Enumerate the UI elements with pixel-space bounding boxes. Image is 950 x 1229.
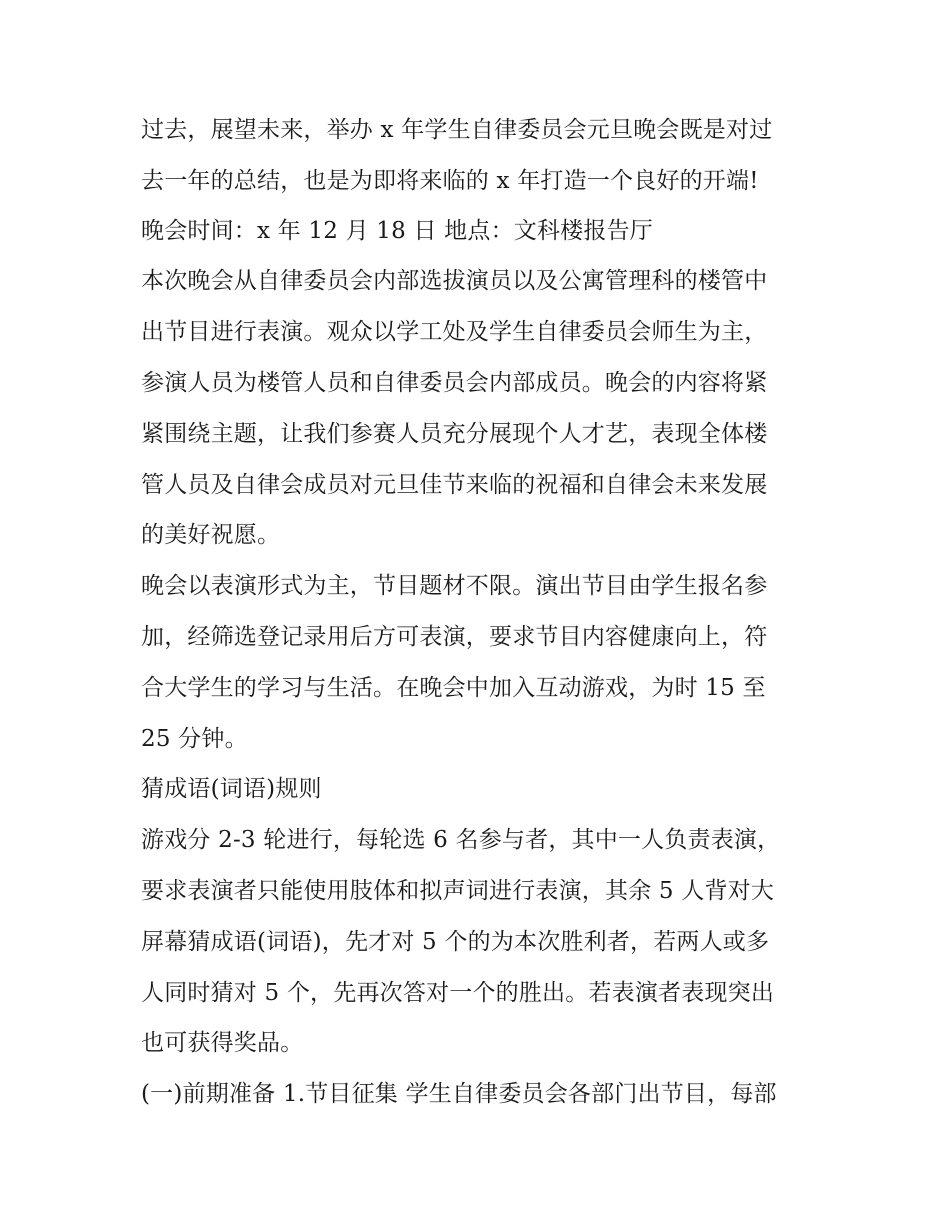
paragraph-line: 25 分钟。 bbox=[141, 726, 248, 752]
paragraph-line: 人同时猜对 5 个，先再次答对一个的胜出。若表演者表现突出 bbox=[141, 980, 775, 1006]
paragraph-line: 合大学生的学习与生活。在晚会中加入互动游戏，为时 15 至 bbox=[141, 675, 766, 701]
paragraph-line: 的美好祝愿。 bbox=[141, 522, 281, 548]
paragraph-line: 游戏分 2-3 轮进行，每轮选 6 名参与者，其中一人负责表演， bbox=[141, 827, 781, 853]
paragraph-line: 管人员及自律会成员对元旦佳节来临的祝福和自律会未来发展 bbox=[141, 472, 768, 498]
paragraph-line: 参演人员为楼管人员和自律委员会内部成员。晚会的内容将紧 bbox=[141, 370, 768, 396]
paragraph-line: (一)前期准备 1.节目征集 学生自律委员会各部门出节目，每部 bbox=[141, 1081, 777, 1107]
section-heading: 猜成语(词语)规则 bbox=[141, 776, 322, 802]
paragraph-line: 去一年的总结，也是为即将来临的 x 年打造一个良好的开端! bbox=[141, 168, 759, 194]
paragraph-line: 也可获得奖品。 bbox=[141, 1030, 304, 1056]
paragraph-line: 紧围绕主题，让我们参赛人员充分展现个人才艺，表现全体楼 bbox=[141, 421, 768, 447]
paragraph-line: 屏幕猜成语(词语)，先才对 5 个的为本次胜利者，若两人或多 bbox=[141, 929, 770, 955]
paragraph-line: 加，经筛选登记录用后方可表演，要求节目内容健康向上，符 bbox=[141, 624, 768, 650]
paragraph-line: 要求表演者只能使用肢体和拟声词进行表演，其余 5 人背对大 bbox=[141, 878, 775, 904]
info-line: 晚会时间：x 年 12 月 18 日 地点：文科楼报告厅 bbox=[141, 218, 653, 244]
paragraph-line: 晚会以表演形式为主，节目题材不限。演出节目由学生报名参 bbox=[141, 573, 768, 599]
paragraph-line: 出节目进行表演。观众以学工处及学生自律委员会师生为主， bbox=[141, 319, 768, 345]
paragraph-line: 本次晚会从自律委员会内部选拔演员以及公寓管理科的楼管中 bbox=[141, 268, 768, 294]
paragraph-line: 过去，展望未来，举办 x 年学生自律委员会元旦晚会既是对过 bbox=[141, 117, 773, 143]
